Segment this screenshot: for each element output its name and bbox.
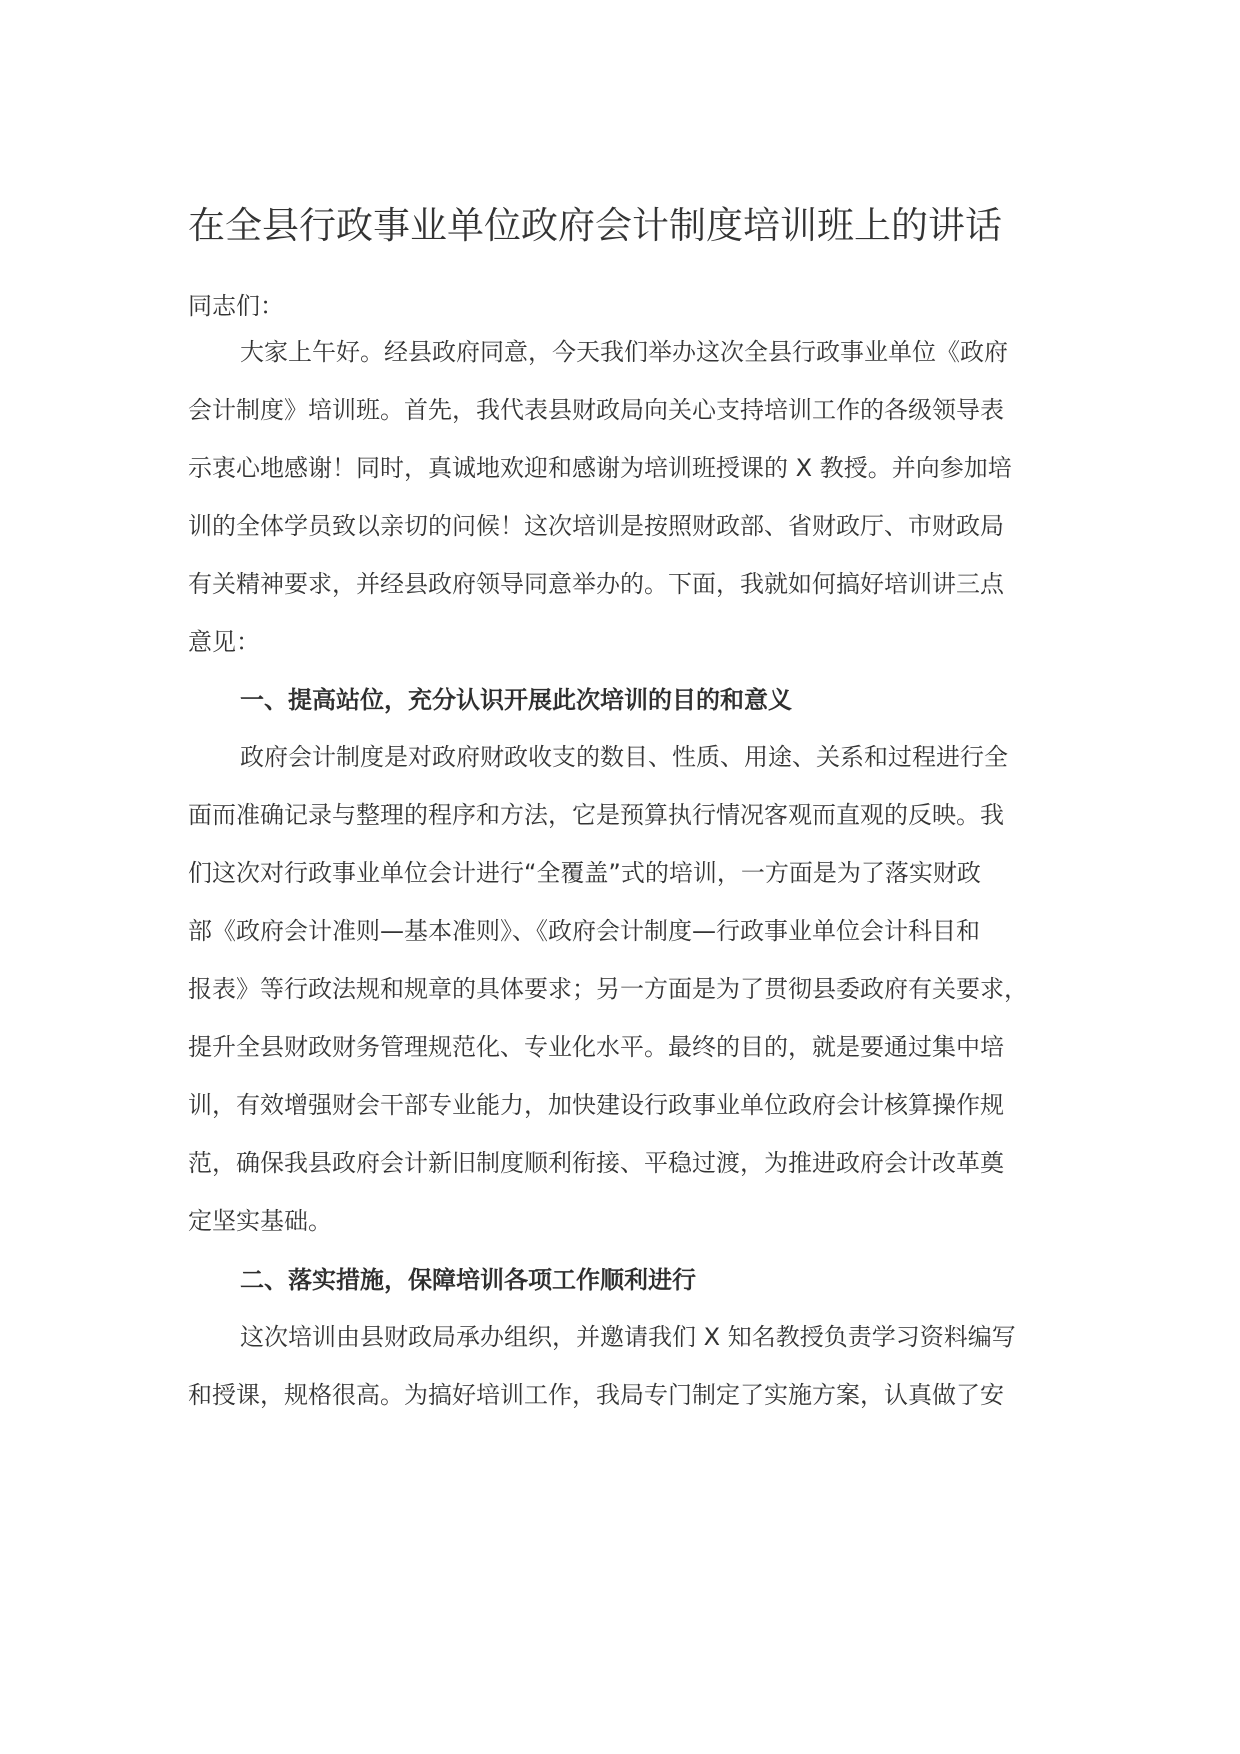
paragraph-2-line: 范，确保我县政府会计新旧制度顺利衔接、平稳过渡，为推进政府会计改革奠 xyxy=(188,1149,1004,1177)
paragraph-3-line: 和授课，规格很高。为搞好培训工作，我局专门制定了实施方案，认真做了安 xyxy=(188,1381,1004,1409)
paragraph-1-line: 有关精神要求，并经县政府领导同意举办的。下面，我就如何搞好培训讲三点 xyxy=(188,570,1004,598)
section-heading-2: 二、落实措施，保障培训各项工作顺利进行 xyxy=(240,1266,696,1294)
paragraph-2-line: 报表》等行政法规和规章的具体要求；另一方面是为了贯彻县委政府有关要求， xyxy=(188,975,1028,1003)
paragraph-1-line: 示衷心地感谢！同时，真诚地欢迎和感谢为培训班授课的 X 教授。并向参加培 xyxy=(188,454,1012,482)
paragraph-1-line: 大家上午好。经县政府同意，今天我们举办这次全县行政事业单位《政府 xyxy=(240,338,1008,366)
paragraph-3-line: 这次培训由县财政局承办组织，并邀请我们 X 知名教授负责学习资料编写 xyxy=(240,1323,1016,1351)
paragraph-2-line: 提升全县财政财务管理规范化、专业化水平。最终的目的，就是要通过集中培 xyxy=(188,1033,1004,1061)
paragraph-2-line: 训，有效增强财会干部专业能力，加快建设行政事业单位政府会计核算操作规 xyxy=(188,1091,1004,1119)
paragraph-2-line: 定坚实基础。 xyxy=(188,1207,332,1235)
paragraph-1-line: 训的全体学员致以亲切的问候！这次培训是按照财政部、省财政厅、市财政局 xyxy=(188,512,1004,540)
document-title: 在全县行政事业单位政府会计制度培训班上的讲话 xyxy=(188,204,1002,247)
paragraph-2-line: 部《政府会计准则—基本准则》、《政府会计制度—行政事业单位会计科目和 xyxy=(188,917,980,945)
salutation: 同志们： xyxy=(188,292,284,320)
paragraph-1-line: 意见： xyxy=(188,628,260,656)
section-heading-1: 一、提高站位，充分认识开展此次培训的目的和意义 xyxy=(240,686,792,714)
paragraph-2-line: 们这次对行政事业单位会计进行“全覆盖”式的培训，一方面是为了落实财政 xyxy=(188,859,981,887)
paragraph-2-line: 政府会计制度是对政府财政收支的数目、性质、用途、关系和过程进行全 xyxy=(240,743,1008,771)
paragraph-1-line: 会计制度》培训班。首先，我代表县财政局向关心支持培训工作的各级领导表 xyxy=(188,396,1004,424)
paragraph-2-line: 面而准确记录与整理的程序和方法，它是预算执行情况客观而直观的反映。我 xyxy=(188,801,1004,829)
